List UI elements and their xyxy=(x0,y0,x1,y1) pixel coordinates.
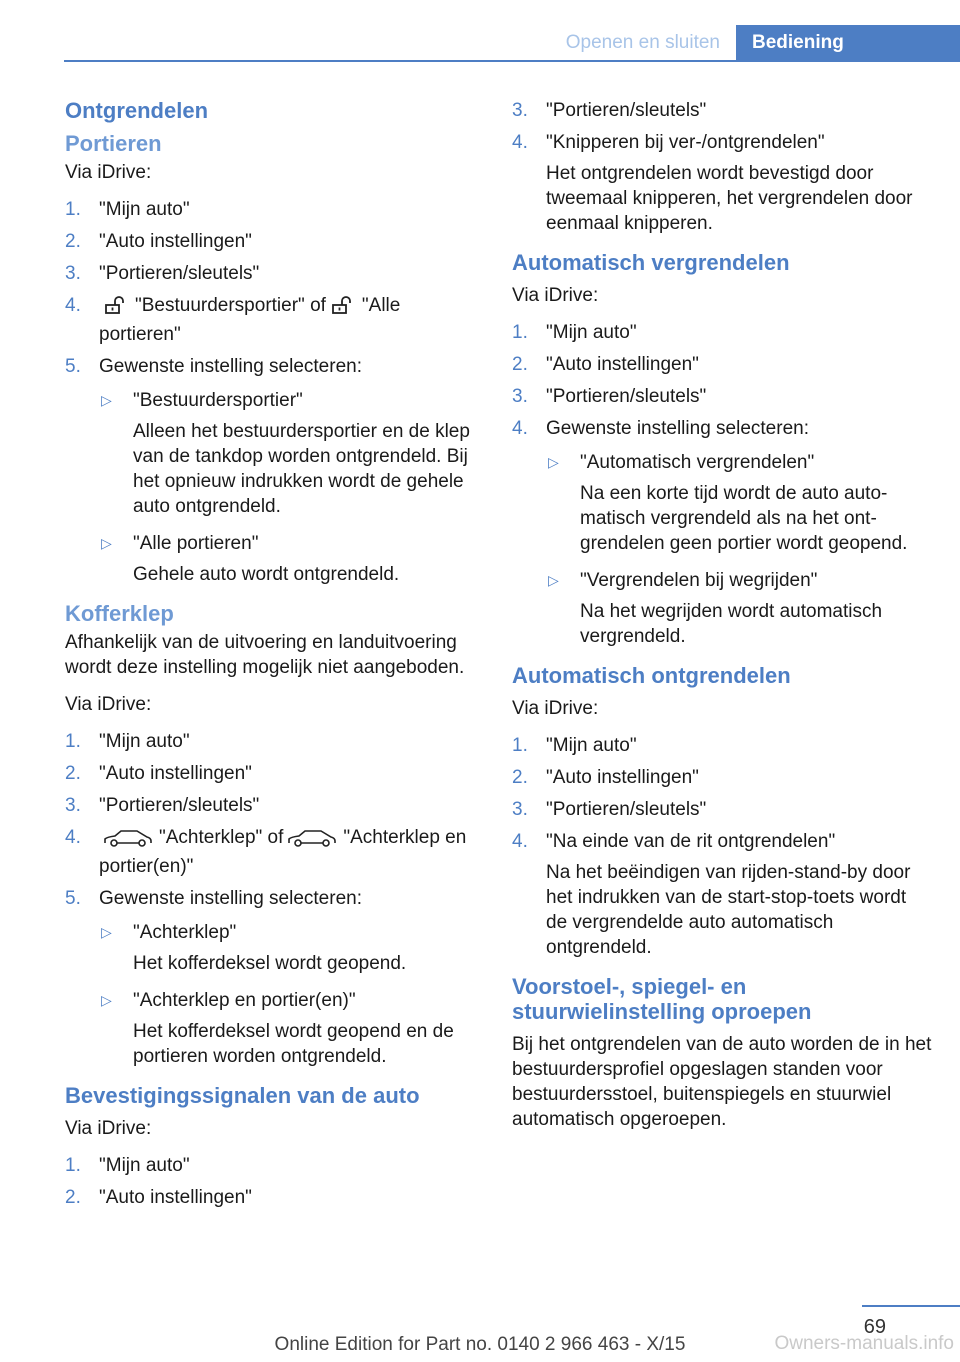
step-number: 4. xyxy=(65,827,81,848)
step-text: "Portieren/sleutels" xyxy=(546,386,707,407)
step-number: 5. xyxy=(65,356,81,377)
option-description: Alleen het bestuurdersportier en de klep van de tankdop worden ontgrendeld. Bij het opnieuw indrukken wordt de gehele auto ontgrendeld. xyxy=(133,421,470,517)
step-number: 3. xyxy=(512,100,528,121)
list-item xyxy=(65,293,481,347)
step-text: "Knipperen bij ver-/ontgrendelen" xyxy=(546,132,825,153)
step-number: 3. xyxy=(65,795,81,816)
step-text: "Alle portieren" xyxy=(99,295,401,345)
option-description: Het kofferdeksel wordt geopend en de portieren worden ontgrendeld. xyxy=(133,1021,454,1067)
triangle-bullet-icon: ▷ xyxy=(101,392,112,408)
autolock-steps xyxy=(512,320,932,649)
step-text: "Portieren/sleutels" xyxy=(99,263,260,284)
triangle-bullet-icon: ▷ xyxy=(101,924,112,940)
option-title: "Alle portieren" xyxy=(133,533,259,554)
step-text: "Auto instellingen" xyxy=(99,1187,252,1208)
step-text: "Mijn auto" xyxy=(99,1155,190,1176)
step-number: 2. xyxy=(65,231,81,252)
heading-recall: Voorstoel-, spiegel- en stuurwielinstelling oproepen xyxy=(512,974,812,1024)
autounlock-steps xyxy=(512,733,932,960)
step-number: 2. xyxy=(512,767,528,788)
page-number-rule xyxy=(862,1305,960,1307)
step-text: Gewenste instelling selecteren: xyxy=(546,418,809,439)
step-text: "Auto instellingen" xyxy=(546,767,699,788)
step-text: Gewenste instelling selecteren: xyxy=(99,356,362,377)
step-number: 1. xyxy=(65,731,81,752)
via-idrive: Via iDrive: xyxy=(65,1118,152,1139)
list-item xyxy=(512,130,932,236)
step-number: 3. xyxy=(512,799,528,820)
list-item xyxy=(512,320,932,345)
list-item xyxy=(65,261,481,286)
list-item xyxy=(65,825,481,879)
step-text: "Mijn auto" xyxy=(99,731,190,752)
right-column xyxy=(512,98,932,1144)
trunk-steps xyxy=(65,729,481,1069)
option-item xyxy=(546,450,932,556)
step-number: 4. xyxy=(65,295,81,316)
list-item xyxy=(512,829,932,960)
heading-signals: Bevestigingssignalen van de auto xyxy=(65,1083,420,1108)
option-title: "Vergrendelen bij wegrijden" xyxy=(580,570,818,591)
step-text: "Auto instellingen" xyxy=(99,763,252,784)
step-text: "Achterklep en portier(en)" xyxy=(99,827,467,877)
left-column xyxy=(65,98,481,1224)
step-text: "Na einde van de rit ontgrendelen" xyxy=(546,831,836,852)
step-text: "Mijn auto" xyxy=(546,322,637,343)
trunk-options xyxy=(99,920,481,1069)
step-text: "Portieren/sleutels" xyxy=(99,795,260,816)
option-description: Gehele auto wordt ontgrendeld. xyxy=(133,564,400,585)
list-item xyxy=(512,765,932,790)
triangle-bullet-icon: ▷ xyxy=(101,535,112,551)
step-number: 1. xyxy=(65,1155,81,1176)
car-tailgate-icon xyxy=(103,829,153,854)
triangle-bullet-icon: ▷ xyxy=(101,992,112,1008)
page-header xyxy=(64,25,960,62)
list-item xyxy=(65,729,481,754)
doors-steps xyxy=(65,197,481,587)
edition-footer: Online Edition for Part no. 0140 2 966 463 - X/15 xyxy=(274,1334,686,1355)
signals-steps-part2 xyxy=(512,98,932,236)
step-text: "Portieren/sleutels" xyxy=(546,799,707,820)
step-number: 3. xyxy=(65,263,81,284)
option-item xyxy=(99,531,481,587)
chapter-tab: Bediening xyxy=(736,25,960,60)
via-idrive: Via iDrive: xyxy=(65,162,152,183)
step-text: "Auto instellingen" xyxy=(99,231,252,252)
list-item xyxy=(512,733,932,758)
padlock-open-icon xyxy=(330,295,356,322)
watermark: Owners-manuals.info xyxy=(774,1333,954,1354)
list-item xyxy=(65,197,481,222)
triangle-bullet-icon: ▷ xyxy=(548,572,559,588)
via-idrive: Via iDrive: xyxy=(512,698,599,719)
trunk-intro: Afhankelijk van de uitvoering en landuitvoering wordt deze instelling mogelijk niet aangeboden. xyxy=(65,632,465,678)
step-text: "Mijn auto" xyxy=(99,199,190,220)
option-title: "Achterklep en portier(en)" xyxy=(133,990,356,1011)
signals-steps-part1 xyxy=(65,1153,481,1210)
step-text: "Achterklep" of xyxy=(159,827,284,848)
step-text: "Portieren/sleutels" xyxy=(546,100,707,121)
step-number: 2. xyxy=(512,354,528,375)
list-item xyxy=(65,354,481,587)
car-tailgate-icon xyxy=(287,829,337,854)
step-number: 2. xyxy=(65,1187,81,1208)
step-text: "Auto instellingen" xyxy=(546,354,699,375)
page-number: 69 xyxy=(863,1316,886,1338)
step-number: 4. xyxy=(512,132,528,153)
option-item xyxy=(99,988,481,1069)
recall-text: Bij het ontgrendelen van de auto worden de in het bestuurdersprofiel opgeslagen standen voor bestuurdersstoel, buitenspiegels en stuurwiel automatisch opgeroepen. xyxy=(512,1034,932,1130)
option-description: Het kofferdeksel wordt geopend. xyxy=(133,953,407,974)
step-number: 3. xyxy=(512,386,528,407)
list-item xyxy=(65,1185,481,1210)
heading-trunk: Kofferklep xyxy=(65,601,174,626)
step-number: 4. xyxy=(512,418,528,439)
triangle-bullet-icon: ▷ xyxy=(548,454,559,470)
section-title: Openen en sluiten xyxy=(565,32,720,53)
option-title: "Achterklep" xyxy=(133,922,237,943)
list-item xyxy=(512,384,932,409)
autolock-options xyxy=(546,450,932,649)
step-number: 2. xyxy=(65,763,81,784)
list-item xyxy=(65,793,481,818)
option-description: Na het wegrijden wordt automatisch vergrendeld. xyxy=(580,601,883,647)
step-text: "Mijn auto" xyxy=(546,735,637,756)
step-note: Na het beëindigen van rijden-stand-by door het indrukken van de start-stop-toets wordt de vergrendelde auto automatisch ontgrendeld. xyxy=(546,862,911,958)
step-number: 1. xyxy=(512,735,528,756)
list-item xyxy=(65,1153,481,1178)
list-item xyxy=(65,229,481,254)
heading-unlock: Ontgrendelen xyxy=(65,98,209,123)
list-item xyxy=(65,761,481,786)
list-item xyxy=(65,886,481,1069)
step-text: "Bestuurdersportier" of xyxy=(135,295,326,316)
option-item xyxy=(546,568,932,649)
padlock-open-icon xyxy=(103,295,129,322)
heading-autolock: Automatisch vergrendelen xyxy=(512,250,790,275)
step-text: Gewenste instelling selecteren: xyxy=(99,888,362,909)
via-idrive: Via iDrive: xyxy=(512,285,599,306)
heading-doors: Portieren xyxy=(65,131,162,156)
option-item xyxy=(99,920,481,976)
step-number: 4. xyxy=(512,831,528,852)
heading-autounlock: Automatisch ontgrendelen xyxy=(512,663,791,688)
option-title: "Bestuurdersportier" xyxy=(133,390,303,411)
step-note: Het ontgrendelen wordt bevestigd door tweemaal knipperen, het vergrendelen door eenmaal knipperen. xyxy=(546,163,913,234)
step-number: 1. xyxy=(512,322,528,343)
option-title: "Automatisch vergrendelen" xyxy=(580,452,815,473)
option-description: Na een korte tijd wordt de auto automatisch vergrendeld als na het ontgrendelen geen portier wordt geopend. xyxy=(580,483,908,554)
option-item xyxy=(99,388,481,519)
list-item xyxy=(512,416,932,649)
step-number: 1. xyxy=(65,199,81,220)
step-number: 5. xyxy=(65,888,81,909)
doors-options xyxy=(99,388,481,587)
via-idrive: Via iDrive: xyxy=(65,694,152,715)
list-item xyxy=(512,98,932,123)
list-item xyxy=(512,797,932,822)
list-item xyxy=(512,352,932,377)
